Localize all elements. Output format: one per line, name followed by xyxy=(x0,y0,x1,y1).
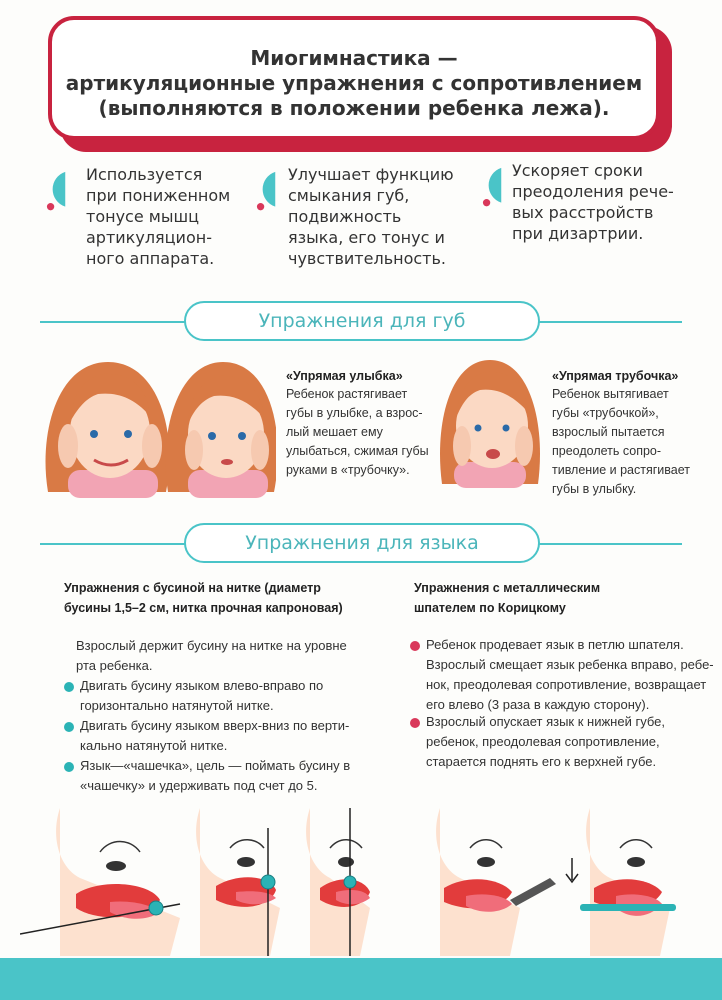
girl-pout-illustration xyxy=(438,354,542,488)
benefit-line: при дизартрии. xyxy=(512,224,644,243)
exercise-line: тивление и растягивает xyxy=(552,463,690,477)
exercise-line: Ребенок вытягивает xyxy=(552,387,669,401)
bullet-line: старается поднять его к верхней губе. xyxy=(426,754,657,769)
benefit-line: тонусе мышц xyxy=(86,207,199,226)
tongue-exercise-illustrations xyxy=(20,808,700,956)
benefit-line: Ускоряет сроки xyxy=(512,161,643,180)
bullet-dot xyxy=(64,682,74,692)
exercise-line: губы в улыбке, а взрос- xyxy=(286,406,423,420)
benefit-line: подвижность xyxy=(288,207,402,226)
benefit-1 xyxy=(86,164,230,269)
title-line-3: (выполняются в положении ребенка лежа). xyxy=(98,96,610,120)
bullet-line: Двигать бусину языком влево-вправо по xyxy=(80,678,324,693)
section-heading-tongue: Упражнения для языка xyxy=(184,523,540,563)
title-line-1: Миогимнастика — xyxy=(250,46,458,70)
exercise-title: «Упрямая улыбка» xyxy=(286,369,403,383)
mouth-spatula-illustration xyxy=(436,808,556,956)
section-heading-lips: Упражнения для губ xyxy=(184,301,540,341)
benefit-line: Используется xyxy=(86,165,203,184)
spatula-exercises-heading xyxy=(414,578,600,618)
exercise-line: руками в «трубочку». xyxy=(286,463,410,477)
benefit-line: Улучшает функцию xyxy=(288,165,454,184)
benefit-line: ного аппарата. xyxy=(86,249,215,268)
benefit-line: вых расстройств xyxy=(512,203,654,222)
page-title xyxy=(48,46,660,121)
intro-line: рта ребенка. xyxy=(76,658,153,673)
bullet-line: его влево (3 раза в каждую сторону). xyxy=(426,697,650,712)
exercise-stubborn-smile xyxy=(286,368,429,480)
exercise-line: Ребенок растягивает xyxy=(286,387,408,401)
spatula-bullet-1 xyxy=(426,635,714,715)
heading-line: Упражнения с металлическим xyxy=(414,581,601,595)
bullet-line: Взрослый опускает язык к нижней губе, xyxy=(426,714,665,729)
exercise-line: губы «трубочкой», xyxy=(552,406,659,420)
title-line-2: артикуляционные упражнения с сопротивлением xyxy=(65,71,643,95)
bullet-line: нок, преодолевая сопротивление, возвращает xyxy=(426,677,707,692)
benefit-line: чувствительность. xyxy=(288,249,446,268)
benefit-marker-icon xyxy=(44,170,70,214)
benefit-marker-icon xyxy=(480,166,506,210)
heading-line: Упражнения с бусиной на нитке (диаметр xyxy=(64,581,321,595)
bullet-dot xyxy=(64,722,74,732)
bullet-line: Язык—«чашечка», цель — поймать бусину в xyxy=(80,758,351,773)
footer-bar xyxy=(0,958,722,1000)
bullet-line: Взрослый смещает язык ребенка вправо, ребе- xyxy=(426,657,714,672)
mouth-cup-illustration xyxy=(306,808,370,956)
bullet-line: «чашечку» и удерживать под счет до 5. xyxy=(80,778,318,793)
benefit-line: при пониженном xyxy=(86,186,231,205)
bullet-line: Двигать бусину языком вверх-вниз по верти- xyxy=(80,718,350,733)
bullet-line: Ребенок продевает язык в петлю шпателя. xyxy=(426,637,684,652)
exercise-title: «Упрямая трубочка» xyxy=(552,369,679,383)
benefit-3 xyxy=(512,160,674,244)
exercise-line: взрослый пытается xyxy=(552,425,665,439)
bead-intro xyxy=(76,636,347,676)
mouth-bead-vertical-illustration xyxy=(196,808,280,956)
spatula-bullet-2 xyxy=(426,712,665,772)
benefit-line: артикуляцион- xyxy=(86,228,212,247)
heading-line: шпателем по Корицкому xyxy=(414,601,566,615)
benefit-line: языка, его тонус и xyxy=(288,228,445,247)
exercise-line: лый мешает ему xyxy=(286,425,383,439)
heading-line: бусины 1,5–2 см, нитка прочная капроновая) xyxy=(64,601,343,615)
bead-bullet-1 xyxy=(80,676,323,716)
benefit-marker-icon xyxy=(254,170,280,214)
exercise-line: преодолеть сопро- xyxy=(552,444,662,458)
benefit-2 xyxy=(288,164,454,269)
bullet-line: горизонтально натянутой нитке. xyxy=(80,698,274,713)
benefit-line: смыкания губ, xyxy=(288,186,410,205)
bullet-line: ребенок, преодолевая сопротивление, xyxy=(426,734,660,749)
mouth-spatula-down-illustration xyxy=(566,808,676,956)
benefit-line: преодоления рече- xyxy=(512,182,674,201)
bead-exercises-heading xyxy=(64,578,343,618)
mouth-bead-horizontal-illustration xyxy=(20,808,180,956)
bullet-dot xyxy=(410,641,420,651)
bead-bullet-2 xyxy=(80,716,349,756)
exercise-stubborn-tube xyxy=(552,368,690,499)
bullet-dot xyxy=(64,762,74,772)
intro-line: Взрослый держит бусину на нитке на уровне xyxy=(76,638,347,653)
bullet-line: кально натянутой нитке. xyxy=(80,738,228,753)
girl-smile-illustration xyxy=(38,352,276,498)
bullet-dot xyxy=(410,718,420,728)
exercise-line: улыбаться, сжимая губы xyxy=(286,444,429,458)
bead-bullet-3 xyxy=(80,756,350,796)
exercise-line: губы в улыбку. xyxy=(552,482,637,496)
